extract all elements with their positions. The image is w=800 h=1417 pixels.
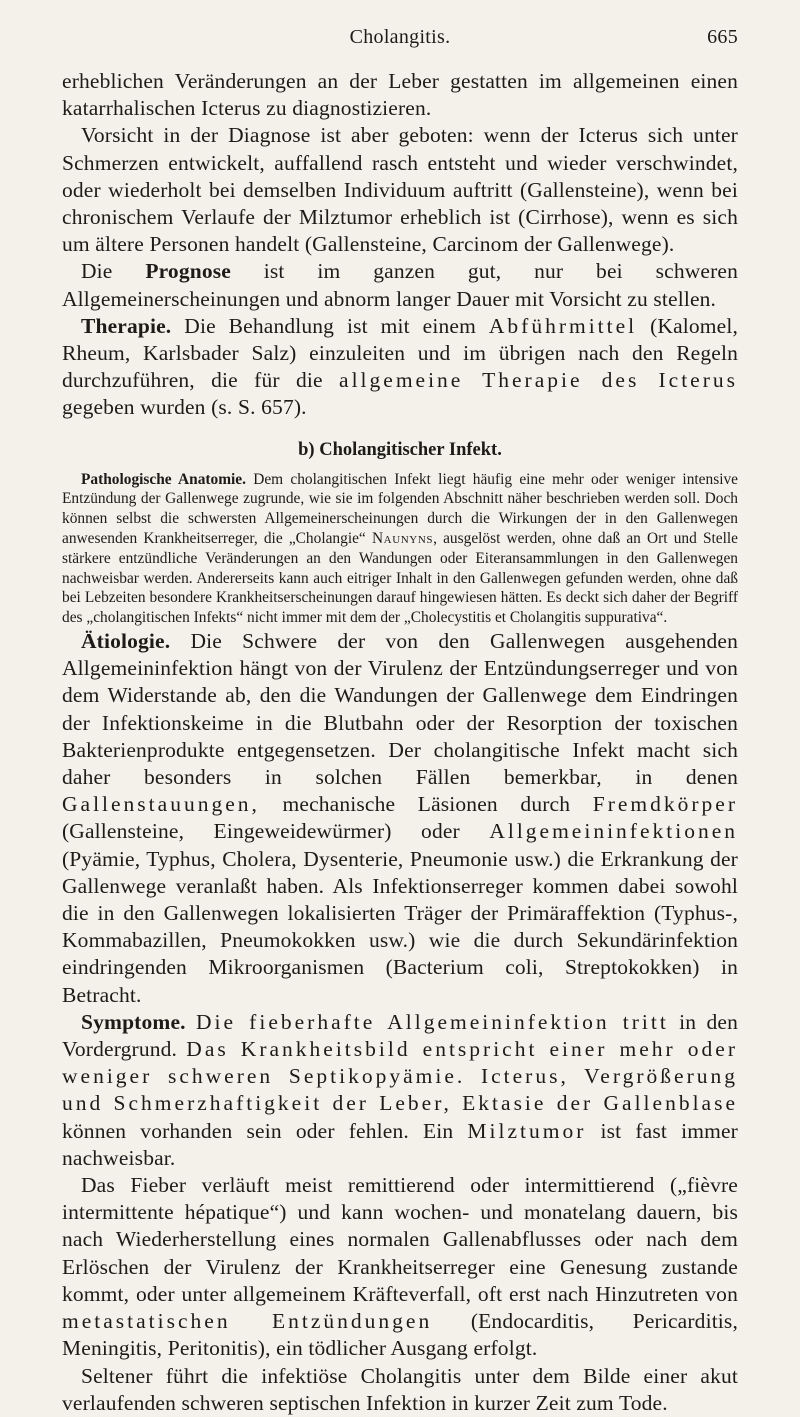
running-title: Cholangitis. bbox=[349, 26, 451, 48]
paragraph-seltener: Seltener führt die infektiöse Cholangitis unter dem Bilde einer akut verlaufenden schweren septischen Infektion in kurzer Zeit zum Tode. bbox=[62, 1363, 738, 1415]
anatomie-heading: Pathologische Anatomie. bbox=[81, 470, 246, 488]
page-body bbox=[62, 68, 738, 1417]
main-text-bottom bbox=[62, 628, 738, 1417]
page-number: 665 bbox=[707, 26, 738, 48]
section-heading: b) Cholangitischer Infekt. bbox=[298, 439, 502, 460]
aetiologie-heading: Ätiologie. bbox=[81, 629, 171, 654]
main-text-top bbox=[62, 68, 738, 422]
paragraph-fieber: Das Fieber verläuft meist remittierend oder intermittierend („fièvre intermittente hépatique“) und kann wochen- und monatelang dauern, bis nach Wiederherstellung eines normalen Gallenabflusses oder nach dem Erlöschen der Virulenz der Krankheitserreger eine Genesung zustande kommt, oder unter allgemeinem Kräfteverfall, oft erst nach Hinzutreten von metastatischen Entzündungen (Endocarditis, Pericarditis, Meningitis, Peritonitis), ein tödlicher Ausgang erfolgt. bbox=[62, 1173, 738, 1361]
paragraph-therapie: Therapie. Die Behandlung ist mit einem Abführmittel (Kalomel, Rheum, Karlsbader Salz) einzuleiten und im übrigen nach den Regeln durchzuführen, die für die allgemeine Therapie des Icterus gegeben wurden (s. S. 657). bbox=[62, 313, 738, 420]
emphasis-abfuehrmittel: Abführmittel bbox=[488, 313, 638, 338]
therapie-heading: Therapie. bbox=[81, 313, 172, 338]
paragraph-pathologische-anatomie: Pathologische Anatomie. Dem cholangitischen Infekt liegt häufig eine mehr oder weniger intensive Entzündung der Gallenwege zugrunde, wie sie im folgenden Abschnitt näher beschrieben werden soll. Doch können selbst die schwersten Allgemeinerscheinungen durch die Wirkungen der in den Gallenwegen anwesenden Krankheitserreger, die „Cholangie“ Naunyns, ausgelöst werden, ohne daß an Ort und Stelle stärkere entzündliche Veränderungen an den Wandungen oder Eiteransammlungen in den Gallenwegen nachweisbar werden. Andererseits kann auch eitriger Inhalt in den Gallenwegen gefunden werden, ohne daß bei Lebzeiten besondere Krankheitserscheinungen darauf hingewiesen hätten. Es deckt sich daher der Begriff des „cholangitischen Infekts“ nicht immer mit dem der „Cholecystitis et Cholangitis suppurativa“. bbox=[62, 470, 738, 627]
prognose-heading: Prognose bbox=[145, 259, 231, 284]
paragraph-aetiologie: Ätiologie. Die Schwere der von den Gallenwegen ausgehenden Allgemeininfektion hängt von der Virulenz der Entzündungserreger und von dem Widerstande ab, den die Wandungen der Gallenwege dem Eindringen der Infektionskeime in die Blutbahn oder der Resorption der toxischen Bakterienprodukte entgegensetzen. Der cholangitische Infekt macht sich daher besonders in solchen Fällen bemerkbar, in denen Gallenstauungen, mechanische Läsionen durch Fremdkörper (Gallensteine, Eingeweidewürmer) oder Allgemeininfektionen (Pyämie, Typhus, Cholera, Dysenterie, Pneumonie usw.) die Erkrankung der Gallenwege veranlaßt haben. Als Infektionserreger kommen dabei sowohl die in den Gallenwegen lokalisierten Träger der Primäraffektion (Typhus-, Kommabazillen, Pneumokokken usw.) wie die durch Sekundärinfektion eindringenden Mikroorganismen (Bacterium coli, Streptokokken) in Betracht. bbox=[62, 629, 738, 1007]
paragraph-continuation: erheblichen Veränderungen an der Leber gestatten im allgemeinen einen katarrhalischen Icterus zu diagnostizieren. bbox=[62, 69, 738, 121]
author-name: Naunyns bbox=[371, 530, 434, 548]
paragraph-vorsicht: Vorsicht in der Diagnose ist aber geboten: wenn der Icterus sich unter Schmerzen entwickelt, auffallend rasch entsteht und wieder verschwindet, oder wiederholt bei demselben Individuum auftritt (Gallensteine), wenn bei chronischem Verlaufe der Milztumor erheblich ist (Cirrhose), wenn es sich um ältere Personen handelt (Gallensteine, Carcinom der Gallenwege). bbox=[62, 123, 738, 257]
small-print-block bbox=[62, 470, 738, 628]
emphasis-allgemeine-therapie: allgemeine Therapie des Icterus bbox=[339, 368, 738, 393]
running-header bbox=[62, 26, 738, 56]
symptome-heading: Symptome. bbox=[81, 1009, 186, 1034]
paragraph-symptome: Symptome. Die fieberhafte Allgemeininfektion tritt in den Vordergrund. Das Krankheitsbild entspricht einer mehr oder weniger schweren Septikopyämie. Icterus, Vergrößerung und Schmerzhaftigkeit der Leber, Ektasie der Gallenblase können vorhanden sein oder fehlen. Ein Milztumor ist fast immer nachweisbar. bbox=[62, 1009, 738, 1170]
paragraph-prognose: Die Prognose ist im ganzen gut, nur bei schweren Allgemeinerscheinungen und abnorm langer Dauer mit Vorsicht zu stellen. bbox=[62, 259, 738, 311]
